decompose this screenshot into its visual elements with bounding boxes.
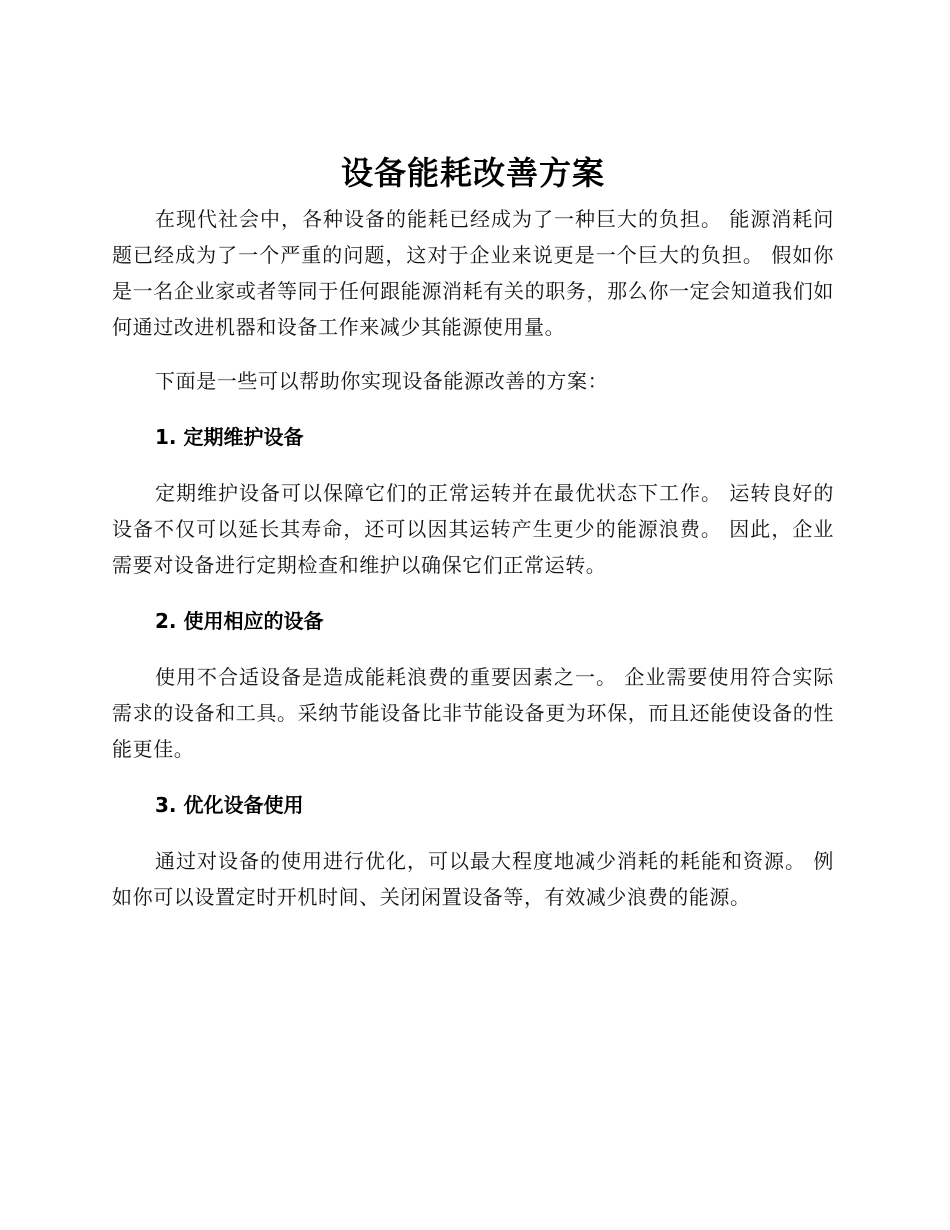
intro-paragraph: 在现代社会中，各种设备的能耗已经成为了一种巨大的负担。 能源消耗问题已经成为了一个严重的问题，这对于企业来说更是一个巨大的负担。 假如你是一名企业家或者等同于任何跟能源消耗有关的职务，那么你一定会知道我们如何通过改进机器和设备工作来减少其能源使用量。: [112, 207, 834, 339]
section-2: [112, 603, 834, 767]
lead-paragraph: 下面是一些可以帮助你实现设备能源改善的方案：: [155, 369, 609, 393]
section-2-body: 使用不合适设备是造成能耗浪费的重要因素之一。 企业需要使用符合实际需求的设备和工具。采纳节能设备比非节能设备更为环保，而且还能使设备的性能更佳。: [112, 665, 834, 761]
section-1-body: 定期维护设备可以保障它们的正常运转并在最优状态下工作。 运转良好的设备不仅可以延长其寿命，还可以因其运转产生更少的能源浪费。 因此，企业需要对设备进行定期检查和维护以确保它们正常运转。: [112, 481, 834, 577]
section-3-body: 通过对设备的使用进行优化，可以最大程度地减少消耗的耗能和资源。 例如你可以设置定时开机时间、关闭闲置设备等，有效减少浪费的能源。: [112, 849, 834, 909]
section-3-heading: 3. 优化设备使用: [155, 793, 304, 817]
section-2-heading: 2. 使用相应的设备: [155, 609, 324, 633]
section-3: [112, 787, 834, 915]
document-title: 设备能耗改善方案: [340, 154, 605, 192]
section-1: [112, 419, 834, 583]
document-content: [112, 145, 834, 915]
section-1-heading: 1. 定期维护设备: [155, 425, 304, 449]
